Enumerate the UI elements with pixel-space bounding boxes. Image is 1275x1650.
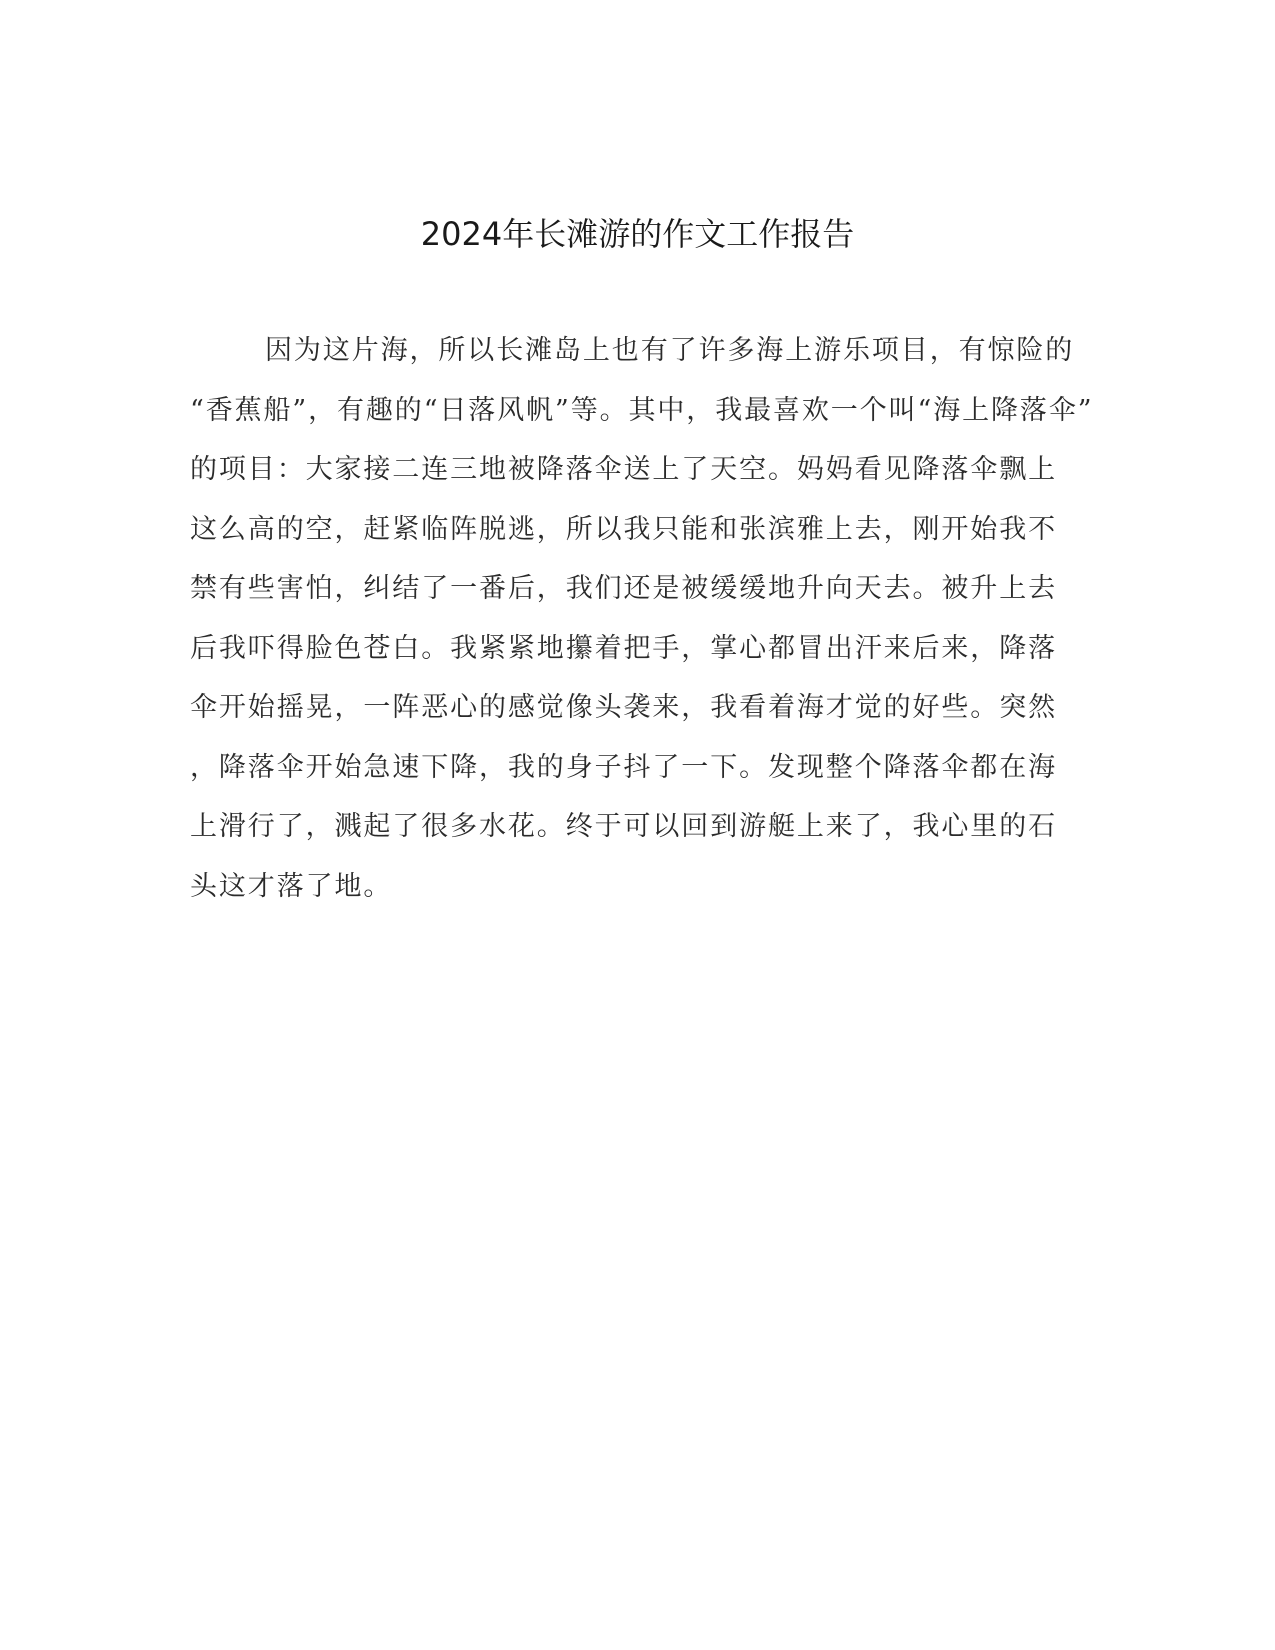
- paragraph-line: 这么高的空，赶紧临阵脱逃，所以我只能和张滨雅上去，刚开始我不: [190, 513, 1057, 545]
- document-title: 2024年长滩游的作文工作报告: [420, 215, 855, 253]
- paragraph-line: 后我吓得脸色苍白。我紧紧地攥着把手，掌心都冒出汗来后来，降落: [190, 632, 1057, 664]
- paragraph-line: “香蕉船”，有趣的“日落风帆”等。其中，我最喜欢一个叫“海上降落伞”: [190, 394, 1094, 426]
- paragraph-line: 禁有些害怕，纠结了一番后，我们还是被缓缓地升向天去。被升上去: [190, 573, 1057, 604]
- paragraph-line: 上滑行了，溅起了很多水花。终于可以回到游艇上来了，我心里的石: [190, 811, 1057, 842]
- paragraph-line: ，降落伞开始急速下降，我的身子抖了一下。发现整个降落伞都在海: [190, 751, 1057, 783]
- paragraph-line: 因为这片海，所以长滩岛上也有了许多海上游乐项目，有惊险的: [265, 335, 1075, 366]
- paragraph-line: 伞开始摇晃，一阵恶心的感觉像头袭来，我看着海才觉的好些。突然: [190, 692, 1057, 723]
- paragraph-line: 的项目：大家接二连三地被降落伞送上了天空。妈妈看见降落伞飘上: [190, 454, 1057, 485]
- document-paragraph: [190, 331, 1094, 926]
- paragraph-line: 头这才落了地。: [190, 870, 393, 902]
